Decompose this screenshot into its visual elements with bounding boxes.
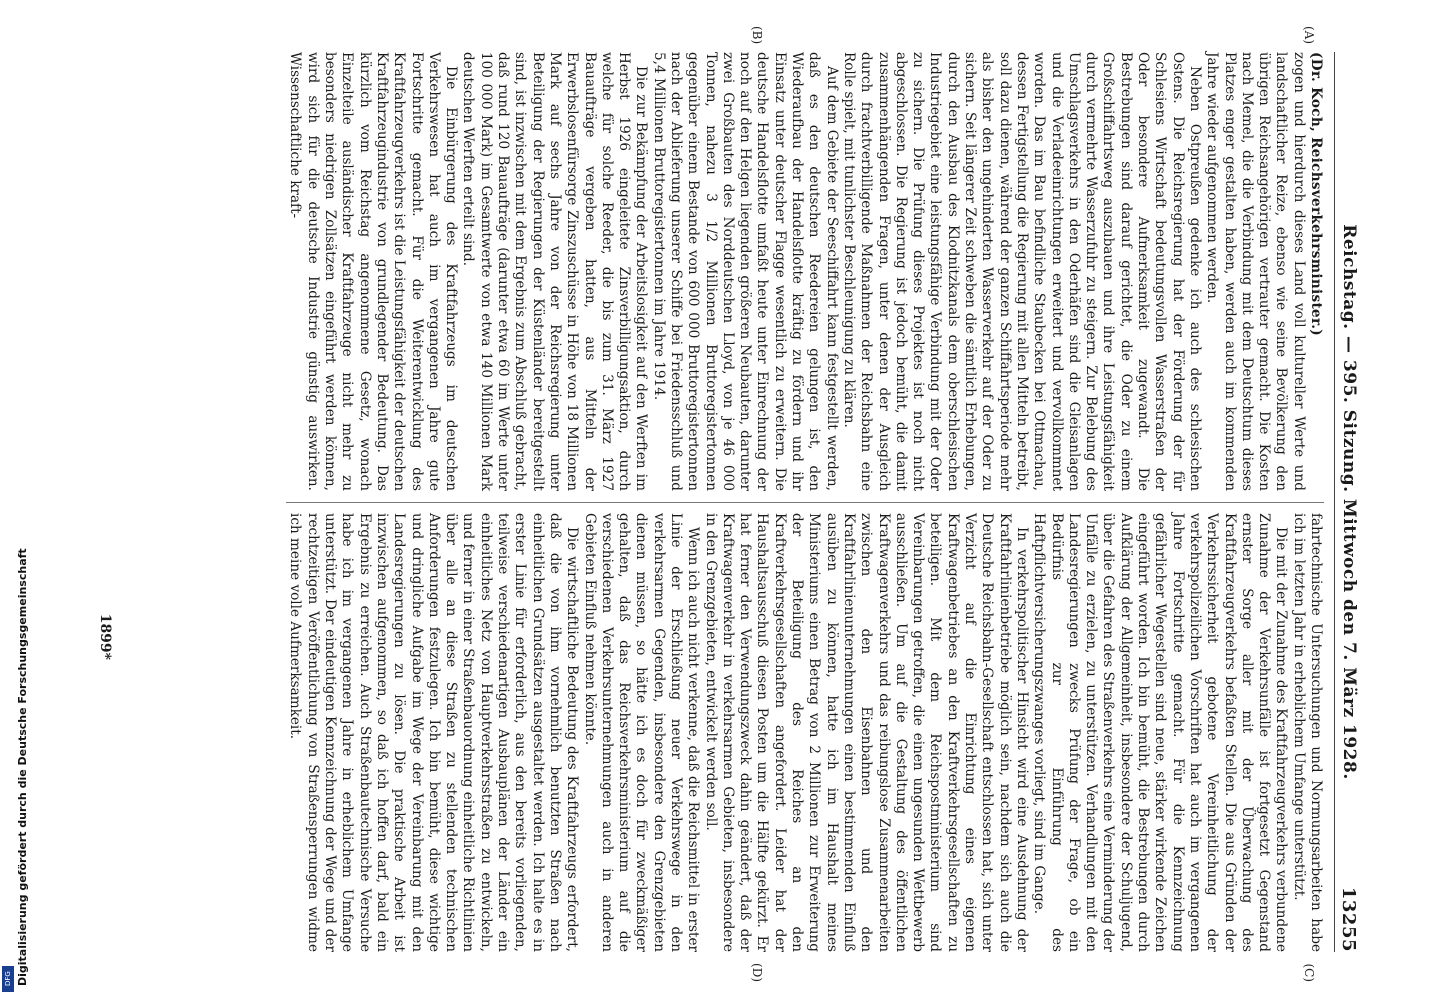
paragraph: In verkehrspolitischer Hinsicht wird eine Ausdehnung der Kraftfahrlinienbetriebe möglich sein, nachdem sich auch die Deutsche Reichsbahn-Gesellschaft entschlossen hat, sich unter Verzicht auf die Einrichtung eines eigenen Kraftwagenbetriebes an den Kraftverkehrsgesellschaften zu beteiligen. Mit dem Reichspostministerium sind Vereinbarungen getroffen, die einen ungesunden Wettbewerb ausschließen. Um auf die Gestaltung des öffentlichen Kraftwagenverkehrs und das reibungslose Zusammenarbeiten zwischen den Eisenbahnen und den Kraftfahrlinienunternehmungen einen bestimmenden Einfluß ausüben zu können, hatte ich im Haushalt meines Ministeriums einen Betrag von 2 Millionen zur Erweiterung der Beteiligung des Reiches an den Kraftverkehrsgesellschaften angefordert. Leider hat der Haushaltsausschuß diesen Posten um die Hälfte gekürzt. Er hat ferner den Verwendungszweck dahin geändert, daß der Kraftwagenverkehr in verkehrsarmen Gebieten, insbesondere in den Grenzgebieten, entwickelt werden soll.: [702, 513, 1030, 952]
text-columns: [286, 26, 1324, 982]
signature-mark: 1899*: [97, 613, 113, 660]
page-header: [1334, 52, 1359, 952]
paragraph: Auf dem Gebiete der Seeschiffahrt kann festgestellt werden, daß es den deutschen Reedereien gelungen ist, den Wiederaufbau der Handelsflotte kräftig zu fördern und ihr Einsatz unter deutscher Flagge wesentlich zu erweitern. Die deutsche Handelsflotte umfaßt heute unter Einrechnung der noch auf den Helgen liegenden größeren Neubauten, darunter zwei Großbauten des Norddeutschen Lloyd, von je 46 000 Tonnen, nahezu 3 1/2 Millionen Bruttoregistertonnen gegenüber einem Bestande von 600 000 Bruttoregistertonnen nach der Ablieferung unserer Schiffe bei Friedensschluß und 5,4 Millionen Bruttoregistertonnen im Jahre 1914.: [650, 52, 840, 491]
speaker-name: (Dr. Koch, Reichsverkehrsminister.): [1308, 52, 1324, 336]
margin-marker-c: (C): [1302, 963, 1316, 982]
digitization-note: Digitalisierung gefördert durch die Deutsche Forschungsgemeinschaft: [16, 548, 29, 986]
paragraph: Die wirtschaftliche Bedeutung des Kraftfahrzeugs erfordert, daß die von ihm vornehmlich benutzten Straßen nach einheitlichen Grundsätzen ausgestaltet werden. Ich halte es in erster Linie für erforderlich, aus den bereits vorliegenden, teilweise verschiedenartigen Ausbauplänen der Länder ein einheitliches Netz von Hauptverkehrsstraßen zu entwickeln, und ferner in einer Straßenbauordnung einheitliche Richtlinien über alle an diese Straßen zu stellenden technischen Anforderungen festzulegen. Ich bin bemüht, diese wichtige und dringliche Aufgabe im Wege der Vereinbarung mit den Landesregierungen zu lösen. Die praktische Arbeit ist inzwischen aufgenommen, so daß ich hoffen darf, bald ein Ergebnis zu erreichen. Auch Straßenbautechnische Versuche habe ich im vergangenen Jahre in erheblichem Umfange unterstützt. Der eindeutigen Kennzeichnung der Wege und der rechtzeitigen Veröffentlichung von Straßensperrungen widme ich meine volle Aufmerksamkeit.: [287, 513, 581, 952]
paragraph: fahrtechnische Untersuchungen und Normungsarbeiten habe ich im letzten Jahr in erheblichem Umfange unterstützt.: [1290, 513, 1324, 952]
margin-marker-b: (B): [750, 26, 764, 45]
margin-marker-d: (D): [750, 963, 764, 982]
column-divider: [286, 502, 1324, 503]
paragraph: Die mit der Zunahme des Kraftfahrzeugverkehrs verbundene Zunahme der Verkehrsunfälle ist fortgesetzt Gegenstand ernster Sorge aller mit der Überwachung des Kraftfahrzeugverkehrs befaßten Stellen. Die aus Gründen der Verkehrssicherheit gebotene Vereinheitlichung der verkehrspolizeilichen Vorschriften hat auch im vergangenen Jahre Fortschritte gemacht. Für die Kennzeichnung gefährlicher Wegestellen sind neue, stärker wirkende Zeichen eingeführt worden. Ich bin bemüht, die Bestrebungen durch Aufklärung der Allgemeinheit, insbesondere der Schuljugend, über die Gefahren des Straßenverkehrs eine Verminderung der Unfälle zu erzielen, zu unterstützen. Verhandlungen mit den Landesregierungen zwecks Prüfung der Frage, ob ein Bedürfnis zur Einführung des Haftpflichtversicherungszwanges vorliegt, sind im Gange.: [1031, 513, 1290, 952]
dfg-logo-text: DFG: [4, 971, 12, 987]
speaker-line: [1307, 52, 1324, 491]
paragraph: Wenn ich auch nicht verkenne, daß die Reichsmittel in erster Linie der Erschließung neuer Verkehrswege in den verkehrsarmen Gegenden, insbesondere den Grenzgebieten dienen müssen, so hätte ich es doch für zweckmäßiger gehalten, daß das Reichsverkehrsministerium auf die verschiedenen Verkehrsunternehmungen auch in anderen Gebieten Einfluß nehmen könnte.: [581, 513, 702, 952]
left-column: [286, 52, 1324, 491]
right-column: [286, 513, 1324, 952]
page-number: 13255: [1338, 886, 1359, 952]
margin-marker-a: (A): [1302, 26, 1316, 45]
paragraph: Die Einbürgerung des Kraftfahrzeugs im deutschen Verkehrswesen hat auch im vergangenen Jahre gute Fortschritte gemacht. Für die Weiterentwicklung des Kraftfahrzeugverkehrs ist die Leistungsfähigkeit der deutschen Kraftfahrzeugindustrie von grundlegender Bedeutung. Das kürzlich vom Reichstag angenommene Gesetz, wonach Einzelteile ausländischer Kraftfahrzeuge nicht mehr zu besonders niedrigen Zollsätzen eingeführt werden können, wird sich für die deutsche Industrie günstig auswirken. Wissenschaftliche kraft-: [287, 52, 460, 491]
scanned-page: [55, 0, 1385, 1000]
dfg-logo: [2, 966, 14, 992]
digitization-sidebar: [0, 0, 29, 1000]
paragraph: Neben Ostpreußen gedenke ich auch des schlesischen Ostens. Die Reichsregierung hat der Förderung der für Schlesiens Wirtschaft bedeutungsvollen Wasserstraßen der Oder besondere Aufmerksamkeit zugewandt. Die Bestrebungen sind darauf gerichtet, die Oder zu einem Großschiffahrtsweg auszubauen und ihre Leistungsfähigkeit durch vermehrte Wasserzufuhr zu steigern. Zur Belebung des Umschlagsverkehrs in den Oderhäfen sind die Gleisanlagen und die Verladeeinrichtungen erweitert und vervollkommnet worden. Das im Bau befindliche Staubecken bei Ottmachau, dessen Fertigstellung die Regierung mit allen Mitteln betreibt, soll dazu dienen, während der ganzen Schiffahrtsperiode mehr als bisher den ungehinderten Wasserverkehr auf der Oder zu sichern. Seit längerer Zeit schweben die sämtlich Erhebungen, durch den Ausbau des Klodnitzkanals dem oberschlesischen Industriegebiet eine leistungsfähige Verbindung mit der Oder zu sichern. Die Prüfung dieses Projektes ist noch nicht abgeschlossen. Die Regierung ist jedoch bemüht, die damit zusammenhängenden Fragen, unter denen der Ausgleich durch frachtverbilligende Maßnahmen der Reichsbahn eine Rolle spielt, mit tunlichster Beschleunigung zu klären.: [840, 52, 1203, 491]
paragraph: zogen und hierdurch dieses Land voll kultureller Werte und landschaftlicher Reize, ebenso wie seine Bevölkerung den übrigen Reichsangehörigen vertrauter gemacht. Die Kosten nach Memel, die die Verbindung mit dem Deutschtum dieses Platzes enger gestalten haben, werden auch im kommenden Jahre wieder aufgenommen werden.: [1204, 52, 1307, 491]
header-title: Reichstag. — 395. Sitzung. Mittwoch den 7. März 1928.: [1339, 224, 1359, 780]
paragraph: Die zur Bekämpfung der Arbeitslosigkeit auf den Werften im Herbst 1926 eingeleitete Zinsverbilligungsaktion, durch welche für solche Reeder, die bis zum 31. März 1927 Bauaufträge vergeben hatten, aus Mitteln der Erwerbslosenfürsorge Zinszuschüsse in Höhe von 18 Millionen Mark auf sechs Jahre von der Reichsregierung unter Beteiligung der Regierungen der Küstenländer bereitgestellt sind, ist inzwischen mit dem Ergebnis zum Abschluß gebracht, daß rund 120 Bauaufträge (darunter etwa 60 im Werte unter 100 000 Mark) im Gesamtwerte von etwa 140 Millionen Mark deutschen Werften erteilt sind.: [460, 52, 650, 491]
